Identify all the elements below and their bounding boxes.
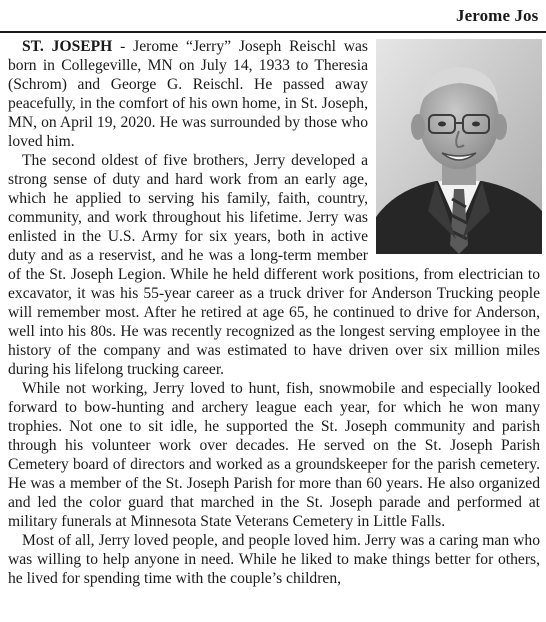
paragraph-3: While not working, Jerry loved to hunt, fish, snowmobile and especially looked forward to bow-hunting and archery league each year, for which he won many trophies. Not one to sit idle, he supported the St. Joseph community and parish through his volunteer work over decades. He served on the St. Joseph Parish Cemetery board of directors and worked as a groundskeeper for the parish cemetery. He was a member of the St. Joseph Parish for more than 60 years. He also organized and led the color guard that marched in the St. Joseph parade and performed at military funerals at Minnesota State Veterans Cemetery in Little Falls. bbox=[8, 380, 540, 530]
paragraph-2: The second oldest of five brothers, Jerry developed a strong sense of duty and hard work from an early age, which he applied to serving his family, faith, country, community, and work throughout his lifetime. Jerry was enlisted in the U.S. Army for six years, both in active duty and as a reservist, and he was a long-term member of the St. Joseph Legion. While he held different work positions, from electrician to excavator, it was his 55-year career as a truck driver for Anderson Trucking people will remember most. After he retired at age 65, he continued to drive for Anderson, well into his 80s. He was recently recognized as the longest serving employee in the history of the company and was estimated to have driven over six million miles during his lifelong trucking career. bbox=[8, 152, 540, 378]
page-header-bar bbox=[0, 0, 546, 33]
paragraph-1-text: - Jerome “Jerry” Joseph Reischl was born in Collegeville, MN on July 14, 1933 to Theresia (Schrom) and George G. Reischl. He passed away peacefully, in the comfort of his own home, in St. Joseph, MN, on April 19, 2020. He was surrounded by those who loved him. bbox=[8, 38, 368, 150]
portrait-illustration bbox=[376, 39, 542, 254]
portrait-photo bbox=[376, 39, 542, 254]
dateline: ST. JOSEPH bbox=[22, 38, 113, 55]
obituary-article bbox=[8, 37, 540, 588]
obituary-name-header: Jerome Jos bbox=[456, 6, 539, 25]
paragraph-4: Most of all, Jerry loved people, and people loved him. Jerry was a caring man who was willing to help anyone in need. While he liked to make things better for others, he lived for spending time with the couple’s children, bbox=[8, 532, 540, 587]
